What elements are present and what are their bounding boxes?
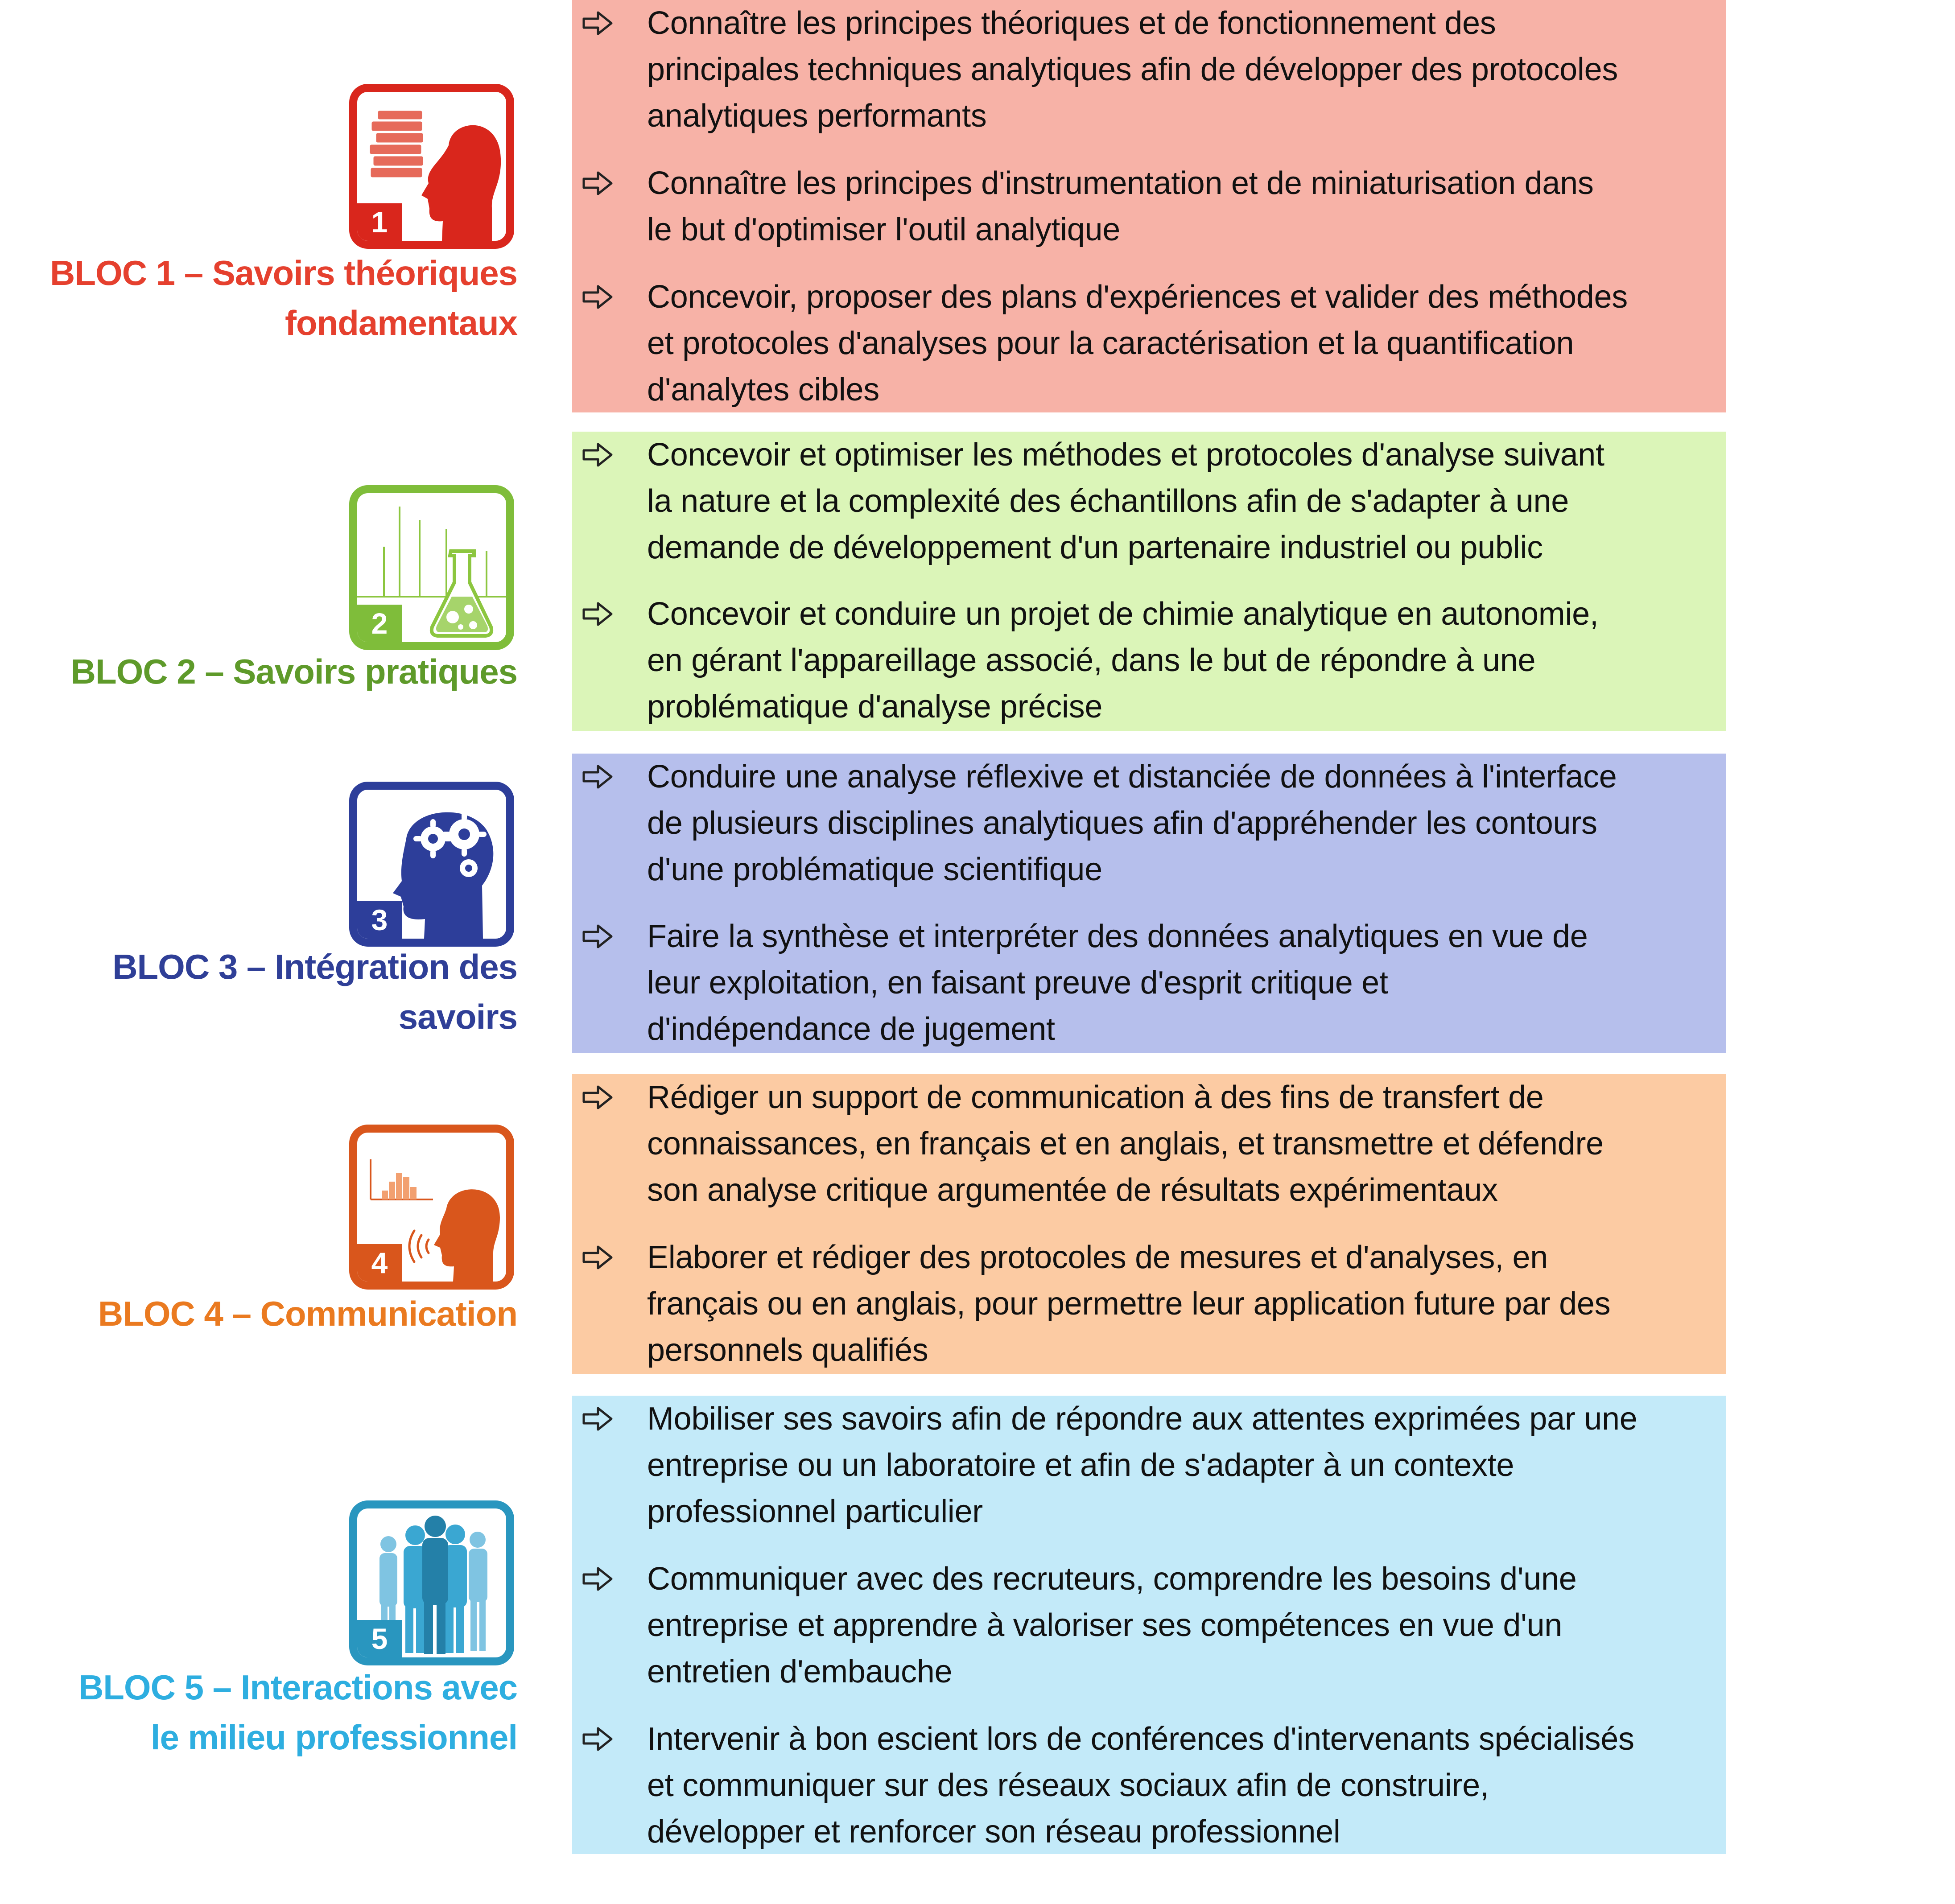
- item-line: Rédiger un support de communication à des fins de transfert de: [647, 1080, 1544, 1115]
- bloc-title-line: le milieu professionnel: [150, 1718, 517, 1757]
- item-text: [647, 591, 1726, 730]
- bloc-2-icon: [349, 485, 514, 650]
- item-text: [647, 754, 1726, 893]
- item-line: de plusieurs disciplines analytiques afin d'appréhender les contours: [647, 805, 1597, 841]
- arrow-right-icon: [580, 913, 616, 960]
- arrow-right-icon: [580, 1234, 616, 1281]
- arrow-right-icon: [580, 1556, 616, 1602]
- arrow-right-icon: [580, 754, 616, 800]
- item-line: développer et renforcer son réseau professionnel: [647, 1814, 1340, 1850]
- arrow-right-icon: [580, 160, 616, 206]
- item-line: et protocoles d'analyses pour la caractérisation et la quantification: [647, 326, 1574, 361]
- bloc-title-line: BLOC 5 – Interactions avec: [78, 1668, 517, 1707]
- arrow-right-icon: [580, 1074, 616, 1121]
- item-line: demande de développement d'un partenaire industriel ou public: [647, 530, 1543, 565]
- bloc-1-competences-box: [572, 0, 1726, 412]
- bloc-title-line: BLOC 2 – Savoirs pratiques: [70, 652, 517, 691]
- bloc-5-competences-box: [572, 1396, 1726, 1854]
- bloc-title: [0, 248, 517, 348]
- item-line: français ou en anglais, pour permettre leur application future par des: [647, 1286, 1611, 1322]
- item-line: leur exploitation, en faisant preuve d'esprit critique et: [647, 965, 1388, 1001]
- item-line: le but d'optimiser l'outil analytique: [647, 212, 1120, 247]
- bloc-number-badge: 1: [357, 203, 402, 241]
- bloc-number-badge: 5: [357, 1620, 402, 1657]
- item-line: d'analytes cibles: [647, 372, 879, 408]
- bloc-title-line: savoirs: [398, 997, 517, 1036]
- item-line: Elaborer et rédiger des protocoles de mesures et d'analyses, en: [647, 1240, 1548, 1275]
- arrow-right-icon: [580, 432, 616, 478]
- item-line: principales techniques analytiques afin de développer des protocoles: [647, 52, 1618, 87]
- bloc-title: [0, 1289, 517, 1339]
- bloc-4-competences-box: [572, 1074, 1726, 1374]
- item-line: entreprise ou un laboratoire et afin de s'adapter à un contexte: [647, 1447, 1514, 1483]
- item-text: [647, 0, 1726, 139]
- bloc-1-icon: [349, 84, 514, 249]
- bloc-3-icon: [349, 782, 514, 947]
- item-text: [647, 1234, 1726, 1373]
- bloc-5-icon: [349, 1500, 514, 1665]
- item-line: entreprise et apprendre à valoriser ses compétences en vue d'un: [647, 1607, 1563, 1643]
- arrow-right-icon: [580, 0, 616, 46]
- item-line: Intervenir à bon escient lors de conférences d'intervenants spécialisés: [647, 1721, 1634, 1757]
- item-line: en gérant l'appareillage associé, dans le but de répondre à une: [647, 643, 1536, 678]
- item-text: [647, 160, 1726, 253]
- item-text: [647, 1556, 1726, 1695]
- item-line: Mobiliser ses savoirs afin de répondre aux attentes exprimées par une: [647, 1401, 1637, 1437]
- item-line: entretien d'embauche: [647, 1654, 953, 1690]
- item-line: Connaître les principes d'instrumentation et de miniaturisation dans: [647, 165, 1594, 201]
- item-text: [647, 1716, 1726, 1855]
- bloc-number-badge: 3: [357, 901, 402, 939]
- arrow-right-icon: [580, 1716, 616, 1762]
- item-text: [647, 432, 1726, 571]
- item-text: [647, 1396, 1726, 1535]
- item-line: d'une problématique scientifique: [647, 852, 1102, 887]
- item-line: son analyse critique argumentée de résultats expérimentaux: [647, 1172, 1498, 1208]
- bloc-title-line: BLOC 3 – Intégration des: [112, 947, 517, 986]
- arrow-right-icon: [580, 591, 616, 637]
- item-line: d'indépendance de jugement: [647, 1011, 1055, 1047]
- item-line: Faire la synthèse et interpréter des données analytiques en vue de: [647, 919, 1588, 954]
- bloc-title-line: fondamentaux: [285, 303, 517, 342]
- item-line: Connaître les principes théoriques et de fonctionnement des: [647, 5, 1496, 41]
- item-line: analytiques performants: [647, 98, 987, 134]
- item-text: [647, 1074, 1726, 1213]
- bloc-title-line: BLOC 4 – Communication: [98, 1294, 517, 1333]
- item-line: Concevoir et conduire un projet de chimie analytique en autonomie,: [647, 596, 1599, 632]
- bloc-title: [0, 942, 517, 1042]
- bloc-title: [0, 647, 517, 696]
- bloc-number-badge: 4: [357, 1244, 402, 1282]
- bloc-3-competences-box: [572, 754, 1726, 1053]
- item-line: Conduire une analyse réflexive et distanciée de données à l'interface: [647, 759, 1617, 795]
- item-line: problématique d'analyse précise: [647, 689, 1103, 725]
- item-line: professionnel particulier: [647, 1494, 983, 1529]
- item-line: Concevoir et optimiser les méthodes et protocoles d'analyse suivant: [647, 437, 1604, 473]
- item-line: Communiquer avec des recruteurs, comprendre les besoins d'une: [647, 1561, 1577, 1597]
- bloc-2-competences-box: [572, 432, 1726, 731]
- item-text: [647, 913, 1726, 1052]
- bloc-number-badge: 2: [357, 605, 402, 642]
- arrow-right-icon: [580, 1396, 616, 1442]
- bloc-title-line: BLOC 1 – Savoirs théoriques: [50, 253, 517, 293]
- item-line: la nature et la complexité des échantillons afin de s'adapter à une: [647, 483, 1569, 519]
- item-line: Concevoir, proposer des plans d'expériences et valider des méthodes: [647, 279, 1628, 315]
- item-text: [647, 274, 1726, 413]
- item-line: et communiquer sur des réseaux sociaux afin de construire,: [647, 1768, 1489, 1803]
- bloc-4-icon: [349, 1125, 514, 1290]
- arrow-right-icon: [580, 274, 616, 320]
- item-line: connaissances, en français et en anglais, et transmettre et défendre: [647, 1126, 1604, 1162]
- bloc-title: [0, 1662, 517, 1762]
- item-line: personnels qualifiés: [647, 1332, 928, 1368]
